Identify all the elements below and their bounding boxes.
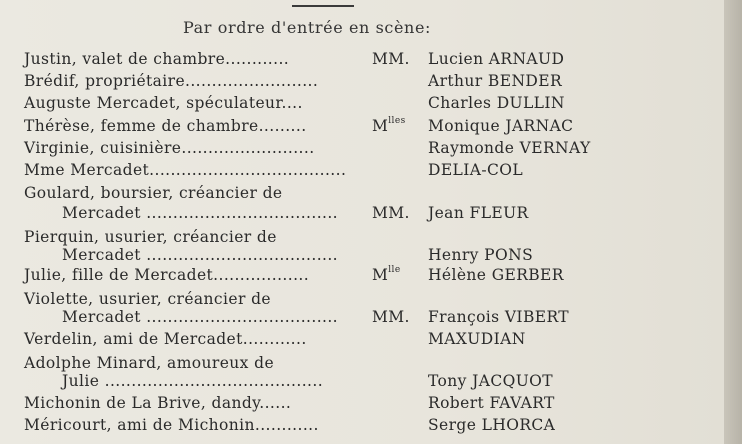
actor-name: Charles DULLIN [428, 94, 565, 112]
top-rule [292, 5, 354, 7]
cast-row [0, 330, 724, 350]
actor-title: MM. [372, 50, 410, 68]
actor-name: Hélène GERBER [428, 266, 564, 284]
actor-title: MM. [372, 204, 410, 222]
cast-row [0, 372, 724, 392]
cast-row [0, 266, 724, 286]
role-name: Justin, valet de chambre............ [24, 50, 290, 68]
role-name: Pierquin, usurier, créancier de [24, 228, 277, 246]
actor-title: $M^{lles}$ [372, 116, 406, 135]
role-name: Adolphe Minard, amoureux de [24, 354, 275, 372]
cast-row [0, 394, 724, 414]
cast-row [0, 117, 724, 137]
role-name: Mercadet .................................... [62, 246, 338, 264]
actor-name: Lucien ARNAUD [428, 50, 565, 68]
actor-name: DELIA-COL [428, 161, 524, 179]
cast-row [0, 139, 724, 159]
cast-row [0, 184, 724, 204]
actor-name: François VIBERT [428, 308, 569, 326]
role-name: Méricourt, ami de Michonin............ [24, 416, 319, 434]
cast-row [0, 50, 724, 70]
role-name: Julie, fille de Mercadet.................. [24, 266, 310, 284]
role-name: Michonin de La Brive, dandy...... [24, 394, 292, 412]
cast-row [0, 308, 724, 328]
actor-name: Serge LHORCA [428, 416, 556, 434]
actor-title: MM. [372, 308, 410, 326]
cast-row [0, 246, 724, 266]
cast-row [0, 354, 724, 374]
role-name: Mercadet .................................... [62, 204, 338, 222]
role-name: Auguste Mercadet, spéculateur.... [24, 94, 303, 112]
actor-name: Jean FLEUR [428, 204, 529, 222]
cast-row [0, 204, 724, 224]
role-name: Mme Mercadet..................................... [24, 161, 347, 179]
page-edge [724, 0, 742, 444]
cast-row [0, 416, 724, 436]
actor-name: Robert FAVART [428, 394, 555, 412]
actor-name: Arthur BENDER [428, 72, 563, 90]
role-name: Virginie, cuisinière......................... [24, 139, 315, 157]
actor-name: Henry PONS [428, 246, 534, 264]
role-name: Goulard, boursier, créancier de [24, 184, 283, 202]
role-name: Julie ......................................... [62, 372, 324, 390]
cast-row [0, 161, 724, 181]
cast-row [0, 94, 724, 114]
cast-row [0, 228, 724, 248]
actor-name: Monique JARNAC [428, 117, 574, 135]
role-name: Violette, usurier, créancier de [24, 290, 271, 308]
role-name: Mercadet .................................... [62, 308, 338, 326]
cast-row [0, 72, 724, 92]
cast-heading: Par ordre d'entrée en scène: [183, 18, 432, 37]
role-name: Verdelin, ami de Mercadet............ [24, 330, 307, 348]
actor-name: Raymonde VERNAY [428, 139, 591, 157]
role-name: Brédif, propriétaire......................... [24, 72, 319, 90]
cast-row [0, 290, 724, 310]
actor-name: MAXUDIAN [428, 330, 526, 348]
actor-title: $M^{lle}$ [372, 265, 401, 284]
actor-name: Tony JACQUOT [428, 372, 554, 390]
role-name: Thérèse, femme de chambre......... [24, 117, 307, 135]
